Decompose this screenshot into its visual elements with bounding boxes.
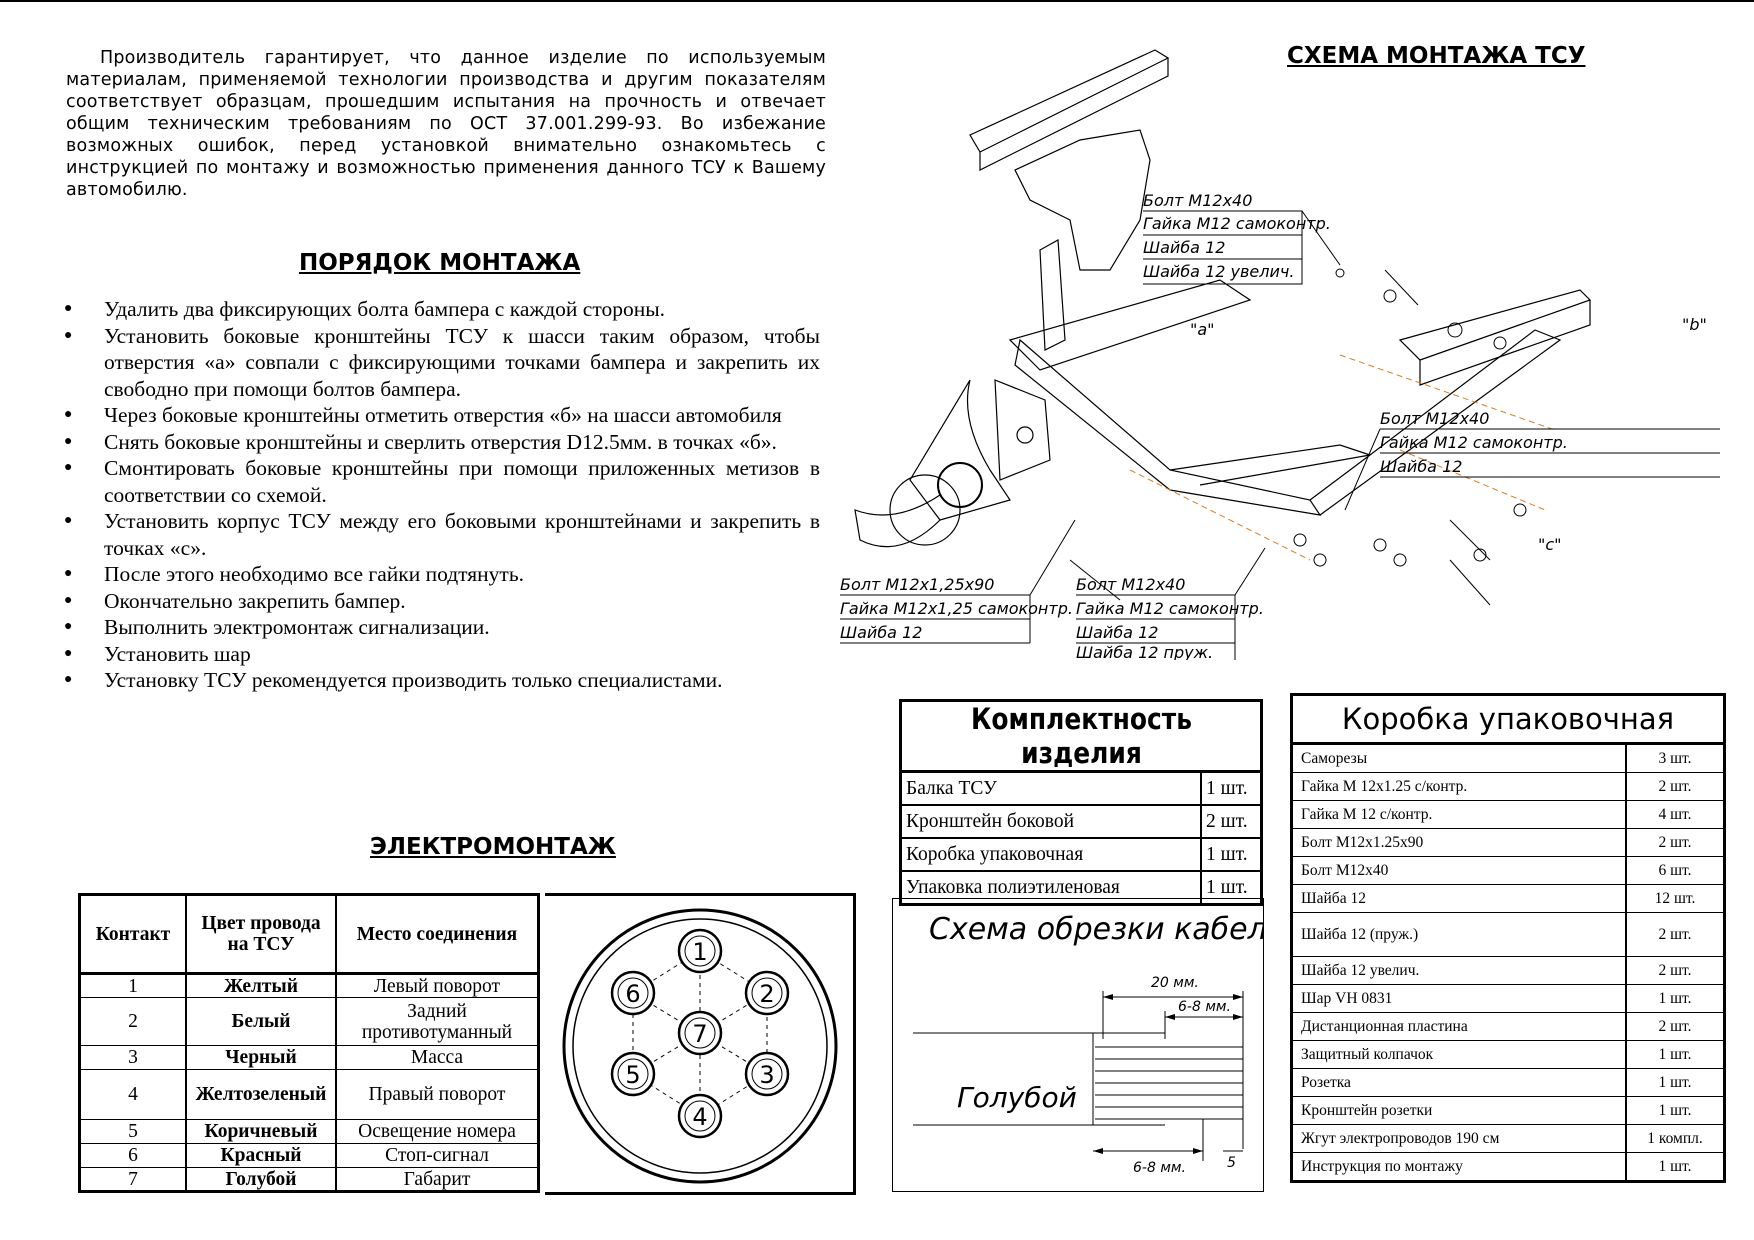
- svg-text:2: 2: [759, 980, 775, 1008]
- bullet-icon: ●: [64, 672, 73, 687]
- dim-6-8-bottom-label: 6-8 мм.: [1133, 1160, 1186, 1176]
- svg-text:6: 6: [625, 980, 641, 1008]
- svg-text:Гайка М12 самоконтр.: Гайка М12 самоконтр.: [1076, 599, 1264, 618]
- wiring-table: [78, 893, 540, 1193]
- dim-6-8-top-label: 6-8 мм.: [1178, 999, 1231, 1015]
- dim-20-label: 20 мм.: [1151, 975, 1199, 991]
- list-item: ● Удалить два фиксирующих болта бампера с каждой стороны.: [64, 297, 666, 321]
- svg-text:1: 1: [692, 938, 708, 966]
- table-row: Инструкция по монтажу 1 шт.: [1292, 1153, 1725, 1182]
- table-row: Кронштейн розетки 1 шт.: [1292, 1097, 1725, 1125]
- table-row: Дистанционная пластина 2 шт.: [1292, 1013, 1725, 1041]
- svg-text:Гайка М12 самоконтр.: Гайка М12 самоконтр.: [1380, 433, 1568, 452]
- installation-scheme: [840, 40, 1750, 660]
- table-row: 6 Красный Стоп-сигнал: [80, 1144, 539, 1168]
- bullet-icon: ●: [64, 592, 73, 608]
- svg-text:Шайба 12 пруж.: Шайба 12 пруж.: [1076, 643, 1214, 660]
- bullet-icon: ●: [64, 407, 73, 422]
- mounting-steps: [60, 296, 820, 694]
- electrical-title: ЭЛЕКТРОМОНТАЖ: [370, 834, 616, 860]
- table-row: 4 Желтозеленый Правый поворот: [80, 1070, 539, 1120]
- top-border: [0, 0, 1754, 2]
- svg-text:Гайка М12х1,25 самоконтр.: Гайка М12х1,25 самоконтр.: [840, 599, 1073, 618]
- cable-cut-diagram: [892, 898, 1264, 1192]
- list-item: ● Снять боковые кронштейны и сверлить отверстия D12.5мм. в точках «б».: [64, 429, 777, 454]
- scheme-title: СХЕМА МОНТАЖА ТСУ: [1287, 43, 1586, 69]
- table-row: Жгут электропроводов 190 см 1 компл.: [1292, 1125, 1725, 1153]
- pin-4: [679, 1095, 721, 1137]
- column-header: Цвет провода на ТСУ: [186, 895, 336, 974]
- svg-text:Шайба 12: Шайба 12: [1076, 623, 1159, 642]
- table-row: Коробка упаковочная 1 шт.: [901, 838, 1262, 871]
- hitch-drawing: [855, 50, 1590, 547]
- label-c: "c": [1538, 535, 1562, 554]
- svg-text:Шайба 12: Шайба 12: [1143, 238, 1226, 257]
- table-row: Защитный колпачок 1 шт.: [1292, 1041, 1725, 1069]
- list-item: ● Установку ТСУ рекомендуется производить только специалистами.: [64, 668, 723, 692]
- svg-text:Шайба 12: Шайба 12: [840, 623, 923, 642]
- cable-cut-drawing: [893, 899, 1263, 1191]
- table-row: Гайка М 12 с/контр. 4 шт.: [1292, 801, 1725, 829]
- alignment-lines: [1130, 355, 1555, 560]
- callout-top: [1143, 191, 1340, 284]
- callout-bottom-right: [1076, 548, 1265, 660]
- list-item: ● Установить корпус ТСУ между его боковыми кронштейнами и закрепить в точках «с».: [64, 509, 820, 560]
- bullet-icon: ●: [64, 645, 73, 661]
- svg-text:4: 4: [692, 1103, 708, 1131]
- svg-text:Шайба 12 увелич.: Шайба 12 увелич.: [1143, 262, 1295, 281]
- column-header: Место соединения: [336, 895, 539, 974]
- packaging-title: Коробка упаковочная: [1292, 695, 1725, 744]
- table-row: 3 Черный Масса: [80, 1046, 539, 1070]
- table-row: Розетка 1 шт.: [1292, 1069, 1725, 1097]
- svg-text:3: 3: [759, 1061, 775, 1089]
- pin-3: [746, 1053, 788, 1095]
- svg-text:5: 5: [625, 1061, 641, 1089]
- pin-5: [612, 1053, 654, 1095]
- table-row: Балка ТСУ 1 шт.: [901, 772, 1262, 806]
- list-item: ● Установить шар: [64, 641, 251, 666]
- table-row: Шар VH 0831 1 шт.: [1292, 985, 1725, 1013]
- table-row: Кронштейн боковой 2 шт.: [901, 805, 1262, 838]
- intro-paragraph: Производитель гарантирует, что данное изделие по используемым материалам, применяемой технологии производства и другим показателям соответствует образцам, прошедшим испытания на прочность и отвечает общим техническим требованиям по ОСТ 37.001.299-93. Во избежание возможных ошибок, перед установкой внимательно ознакомьтесь с инструкцией по монтажу и возможностью применения данного ТСУ к Вашему автомобилю.: [66, 48, 826, 200]
- dim-5-label: 5: [1227, 1155, 1236, 1171]
- connector-pinout: [545, 893, 856, 1195]
- callout-right: [1345, 409, 1720, 510]
- svg-text:Болт М12х40: Болт М12х40: [1076, 575, 1186, 594]
- svg-text:Гайка М12 самоконтр.: Гайка М12 самоконтр.: [1143, 214, 1331, 233]
- bullet-icon: ●: [64, 619, 73, 634]
- table-row: Упаковка полиэтиленовая 1 шт.: [901, 871, 1262, 905]
- label-a: "а": [1190, 320, 1215, 339]
- column-header: Контакт: [80, 895, 187, 974]
- socket-diagram: [545, 896, 853, 1192]
- svg-text:Болт М12х40: Болт М12х40: [1143, 191, 1253, 210]
- table-row: Гайка М 12х1.25 с/контр. 2 шт.: [1292, 773, 1725, 801]
- completeness-title: Комплектность изделия: [926, 701, 1236, 772]
- table-row: Шайба 12 (пруж.) 2 шт.: [1292, 913, 1725, 957]
- mounting-title: ПОРЯДОК МОНТАЖА: [299, 250, 581, 276]
- pin-6: [612, 972, 654, 1014]
- callout-bottom-left: [840, 520, 1075, 643]
- svg-text:Болт М12х1,25х90: Болт М12х1,25х90: [840, 575, 995, 594]
- bullet-icon: ●: [64, 513, 73, 528]
- table-row: Саморезы 3 шт.: [1292, 744, 1725, 773]
- list-item: ● Смонтировать боковые кронштейны при помощи приложенных метизов в соответствии со схемой.: [64, 456, 820, 507]
- label-b: "b": [1682, 315, 1707, 334]
- bullet-icon: ●: [64, 433, 73, 449]
- table-row: Болт М12х40 6 шт.: [1292, 857, 1725, 885]
- list-item: ● После этого необходимо все гайки подтянуть.: [64, 562, 525, 586]
- svg-text:Шайба 12: Шайба 12: [1380, 457, 1463, 476]
- bullet-icon: ●: [64, 327, 73, 343]
- packaging-table: [1290, 693, 1726, 1183]
- list-item: ● Через боковые кронштейны отметить отверстия «б» на шасси автомобиля: [64, 403, 782, 427]
- table-row: 7 Голубой Габарит: [80, 1168, 539, 1192]
- svg-text:Болт М12х40: Болт М12х40: [1380, 409, 1490, 428]
- table-row: 2 Белый Задний противотуманный: [80, 998, 539, 1046]
- bullet-icon: ●: [64, 460, 73, 475]
- list-item: ● Установить боковые кронштейны ТСУ к шасси таким образом, чтобы отверстия «а» совпали с фиксирующими точками бампера и закрепить их свободно при помощи болтов бампера.: [64, 323, 820, 401]
- completeness-table: [899, 699, 1263, 906]
- table-row: Шайба 12 увелич. 2 шт.: [1292, 957, 1725, 985]
- table-row: Шайба 12 12 шт.: [1292, 885, 1725, 913]
- table-row: Болт М12х1.25х90 2 шт.: [1292, 829, 1725, 857]
- wire-color-label: Голубой: [957, 1081, 1077, 1114]
- pin-7: [679, 1012, 721, 1054]
- bullet-icon: ●: [64, 301, 73, 316]
- cable-cut-title: Схема обрезки кабеля: [929, 912, 1263, 947]
- list-item: ● Окончательно закрепить бампер.: [64, 588, 406, 613]
- list-item: ● Выполнить электромонтаж сигнализации.: [64, 615, 490, 639]
- bullet-icon: ●: [64, 566, 73, 581]
- table-row: 5 Коричневый Освещение номера: [80, 1120, 539, 1144]
- pin-2: [746, 972, 788, 1014]
- table-row: 1 Желтый Левый поворот: [80, 974, 539, 998]
- pin-1: [679, 930, 721, 972]
- svg-text:7: 7: [692, 1020, 708, 1048]
